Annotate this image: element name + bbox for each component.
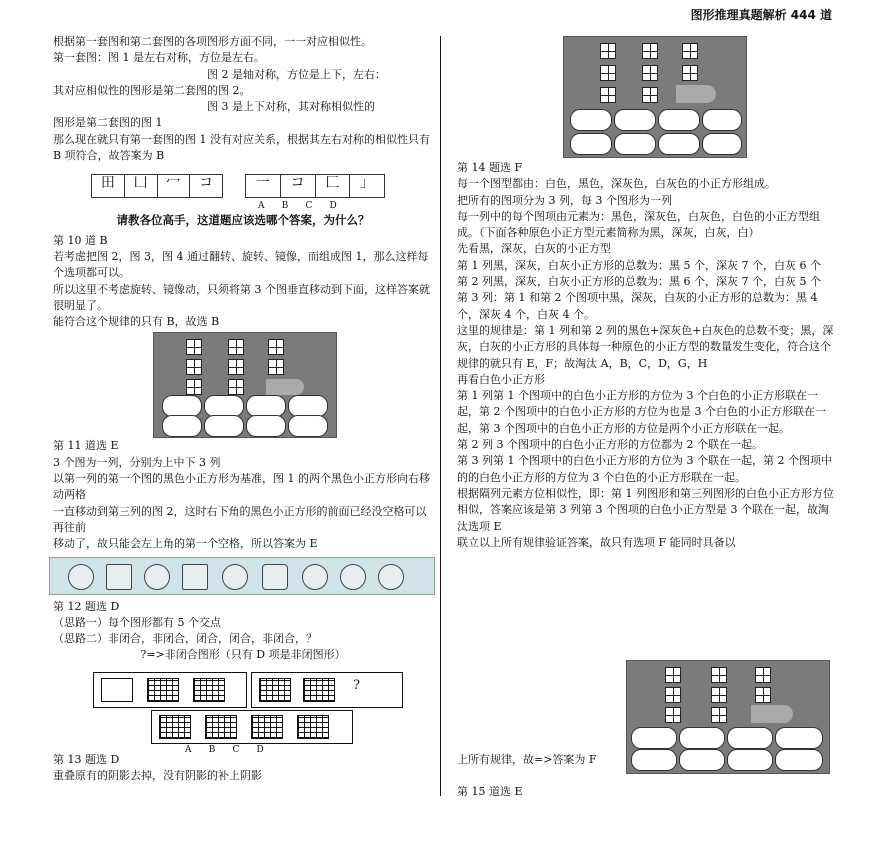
text-line: 根据第一套图和第二套图的各项图形方面不同，一一对应相似性。 <box>53 35 372 48</box>
text-line: 先看黑，深灰，白灰的小正方型 <box>457 242 611 256</box>
text-line: 第 3 列：第 1 和第 2 个图项中黑，深灰，白灰的小正方形的总数为：黑 4 个，深灰 4 个，白灰 4 个。 <box>457 291 818 321</box>
options-label: A B C D <box>258 201 337 212</box>
question-title: 第 10 道 B <box>53 233 108 247</box>
text-line: 再看白色小正方形 <box>457 372 545 386</box>
text-line-wrap <box>457 752 637 768</box>
right-column <box>457 160 835 551</box>
text-line: 3 个图为一列，分别为上中下 3 列 <box>53 455 221 469</box>
text-line: 图 3 是上下对称，其对称相似性的 <box>207 100 375 114</box>
text-line: 所以这里不考虑旋转、镜像动，只须将第 3 个图垂直移动到下面，这样答案就很明显了。 <box>53 282 430 312</box>
column-divider <box>440 36 441 796</box>
question-title: 第 11 道选 E <box>53 439 119 453</box>
text-line: 那么现在就只有第一套图的图 1 没有对应关系，根据其左右对称的相似性只有 B 项符合，故答案为 B <box>53 132 430 163</box>
question-title: 第 13 题选 D <box>53 752 120 766</box>
text-line: （思路二）非闭合，非闭合，闭合，闭合，非闭合，？ <box>53 632 317 646</box>
question-title: 第 15 道选 E <box>457 785 523 798</box>
figure-set-1: 田 凵 冖 コ <box>91 174 223 198</box>
question-title: 第 12 题选 D <box>53 599 120 613</box>
text-line: 重叠原有的阴影去掉，没有阴影的补上阴影 <box>53 769 262 783</box>
text-line: 每一个图型都由：白色，黑色，深灰色，白灰色的小正方形组成。 <box>457 177 776 191</box>
text-line: 这里的规律是：第 1 列和第 2 列的黑色+深灰色+白灰色的总数不变；黑，深灰，白灰的小正方形的具体每一种原色的小正方型的数量发生变化，符合这个规律的就只有 E，F；故淘汰 A，B，C，D，G，H <box>457 323 834 370</box>
text-line: 联立以上所有规律验证答案，故只有选项 F 能同时具备以 <box>457 535 736 549</box>
figure-q14-answer <box>626 660 830 774</box>
figure-set-2: 一 コ 匚 」 <box>245 174 385 198</box>
figure-q9 <box>53 168 433 212</box>
text-line: 第 2 列黑，深灰，白灰小正方形的总数为：黑 6 个，深灰 7 个，白灰 5 个 <box>457 275 821 289</box>
figure-q13: ? A B C D <box>53 668 433 752</box>
question-title-wrap <box>457 784 657 800</box>
page-header: 图形推理真题解析 444 道 <box>690 8 832 22</box>
text-line: 第一套图：图 1 是左右对称，方位是左右。 <box>53 51 265 65</box>
text-line: 图形是第二套图的图 1 <box>53 116 163 130</box>
text-line: 一直移动到第三列的图 2，这时右下角的黑色小正方形的前面已经没空格可以再往前 <box>53 504 427 534</box>
question-line: 请教各位高手，这道题应该选哪个答案，为什么？ <box>116 213 370 228</box>
text-line: 以第一列的第一个图的黑色小正方形为基准，图 1 的两个黑色小正方形向右移动两格 <box>53 472 430 502</box>
text-line: 移动了，故只能会左上角的第一个空格，所以答案为 E <box>53 537 318 551</box>
text-line: 第 2 列 3 个图项中的白色小正方形的方位都为 2 个联在一起。 <box>457 438 763 452</box>
options-label: A B C D <box>185 744 264 755</box>
left-column <box>53 34 433 784</box>
text-line: ?=>非闭合图形（只有 D 项是非闭图形） <box>140 648 346 662</box>
figure-q10 <box>153 332 337 438</box>
text-line: 若考虑把图 2，图 3，图 4 通过翻转、旋转、镜像，而组成图 1，那么这样每个选项都可以。 <box>53 249 429 280</box>
text-line: 第 1 列黑，深灰，白灰小正方形的总数为：黑 5 个，深灰 7 个，白灰 6 个 <box>457 258 821 272</box>
question-title: 第 14 题选 F <box>457 161 523 174</box>
text-line: （思路一）每个图形都有 5 个交点 <box>53 615 221 629</box>
figure-q14 <box>563 36 747 158</box>
text-line: 上所有规律，故=>答案为 F <box>457 753 597 766</box>
text-line: 每一列中的每个图项由元素为：黑色，深灰色，白灰色，白色的小正方型组成。（下面各种原色小正方型元素简称为黑，深灰，白灰，白） <box>457 209 820 240</box>
figure-q12 <box>49 557 435 595</box>
text-line: 把所有的图项分为 3 列，每 3 个图形为一列 <box>457 193 672 207</box>
text-line: 第 3 列第 1 个图项中的白色小正方形的方位为 3 个联在一起，第 2 个图项中的的白色小正方形的方位为 3 个白色的小正方形联在一起。 <box>457 454 832 484</box>
text-line: 第 1 列第 1 个图项中的白色小正方形的方位为 3 个白色的小正方形联在一起，第 2 个图项中的白色小正方形的方位为也是 3 个白色的小正方形联在一起，第 3 个图项中的白色小正方形的方位是两个小正方形联在一起。 <box>457 389 826 435</box>
text-line: 其对应相似性的图形是第二套图的图 2。 <box>53 83 251 97</box>
text-line: 图 2 是轴对称，方位是上下，左右： <box>207 67 386 81</box>
text-line: 根据隔列元素方位相似性，即：第 1 列图形和第三列图形的白色小正方形方位相似，答案应该是第 3 列第 3 个图项的白色小正方型是 3 个联在一起，故淘汰选项 E <box>457 486 834 533</box>
text-line: 能符合这个规律的只有 B，故选 B <box>53 315 220 329</box>
